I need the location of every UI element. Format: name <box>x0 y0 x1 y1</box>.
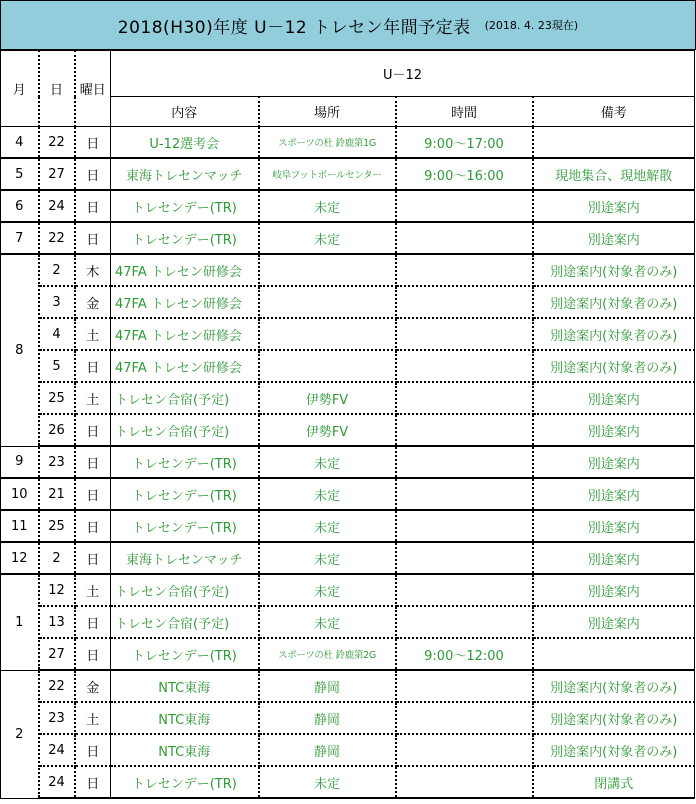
time-cell <box>396 702 533 734</box>
day-cell: 27 <box>39 638 75 670</box>
day-cell: 2 <box>39 254 75 286</box>
notes-cell: 別途案内(対象者のみ) <box>533 670 695 702</box>
header-month: 月 <box>1 51 39 127</box>
notes-cell: 別途案内(対象者のみ) <box>533 350 695 382</box>
place-cell: 伊勢FV <box>259 382 396 414</box>
header-day: 日 <box>39 51 75 127</box>
time-cell <box>396 478 533 510</box>
weekday-cell: 日 <box>75 478 111 510</box>
table-row <box>1 127 695 159</box>
content-cell: トレセン合宿(予定) <box>111 574 259 606</box>
content-cell: トレセンデー(TR) <box>111 638 259 670</box>
notes-cell: 別途案内 <box>533 446 695 478</box>
time-cell: 9:00～12:00 <box>396 638 533 670</box>
day-cell: 22 <box>39 670 75 702</box>
place-cell <box>259 254 396 286</box>
day-cell: 4 <box>39 318 75 350</box>
table-row <box>1 702 695 734</box>
weekday-cell: 日 <box>75 606 111 638</box>
content-cell: 47FA トレセン研修会 <box>111 318 259 350</box>
time-cell <box>396 350 533 382</box>
content-cell: トレセンデー(TR) <box>111 478 259 510</box>
place-cell: 未定 <box>259 222 396 254</box>
weekday-cell: 日 <box>75 222 111 254</box>
day-cell: 23 <box>39 702 75 734</box>
place-cell: 未定 <box>259 510 396 542</box>
time-cell <box>396 734 533 766</box>
place-cell: 未定 <box>259 606 396 638</box>
header-content: 内容 <box>111 97 259 127</box>
table-row <box>1 414 695 446</box>
place-cell <box>259 286 396 318</box>
day-cell: 5 <box>39 350 75 382</box>
content-cell: トレセンデー(TR) <box>111 446 259 478</box>
notes-cell: 閉講式 <box>533 766 695 798</box>
notes-cell <box>533 127 695 159</box>
content-cell: トレセンデー(TR) <box>111 766 259 798</box>
weekday-cell: 木 <box>75 254 111 286</box>
table-row <box>1 510 695 542</box>
time-cell <box>396 766 533 798</box>
schedule-title-bar <box>0 0 696 50</box>
time-cell <box>396 510 533 542</box>
time-cell <box>396 446 533 478</box>
notes-cell: 別途案内(対象者のみ) <box>533 286 695 318</box>
day-cell: 21 <box>39 478 75 510</box>
notes-cell: 別途案内 <box>533 574 695 606</box>
content-cell: NTC東海 <box>111 702 259 734</box>
content-cell: 47FA トレセン研修会 <box>111 286 259 318</box>
day-cell: 25 <box>39 382 75 414</box>
notes-cell: 別途案内 <box>533 382 695 414</box>
month-cell: 1 <box>1 574 39 670</box>
place-cell: 未定 <box>259 190 396 222</box>
place-cell: スポーツの杜 鈴鹿第2G <box>259 638 396 670</box>
place-cell: 静岡 <box>259 670 396 702</box>
day-cell: 25 <box>39 510 75 542</box>
header-notes: 備考 <box>533 97 695 127</box>
content-cell: NTC東海 <box>111 670 259 702</box>
content-cell: トレセン合宿(予定) <box>111 606 259 638</box>
table-row <box>1 574 695 606</box>
weekday-cell: 日 <box>75 350 111 382</box>
month-cell: 6 <box>1 190 39 222</box>
time-cell <box>396 382 533 414</box>
place-cell: 未定 <box>259 478 396 510</box>
month-cell: 10 <box>1 478 39 510</box>
place-cell: 岐阜フットボールセンター <box>259 158 396 190</box>
table-row <box>1 350 695 382</box>
weekday-cell: 金 <box>75 286 111 318</box>
table-row <box>1 158 695 190</box>
content-cell: 47FA トレセン研修会 <box>111 254 259 286</box>
weekday-cell: 土 <box>75 318 111 350</box>
time-cell: 9:00～16:00 <box>396 158 533 190</box>
table-row <box>1 190 695 222</box>
place-cell: 未定 <box>259 766 396 798</box>
content-cell: 東海トレセンマッチ <box>111 542 259 574</box>
content-cell: トレセン合宿(予定) <box>111 414 259 446</box>
month-cell: 7 <box>1 222 39 254</box>
header-place: 場所 <box>259 97 396 127</box>
as-of-date: (2018. 4. 23現在) <box>484 19 579 32</box>
weekday-cell: 日 <box>75 127 111 159</box>
day-cell: 27 <box>39 158 75 190</box>
time-cell <box>396 254 533 286</box>
day-cell: 22 <box>39 127 75 159</box>
notes-cell: 別途案内 <box>533 510 695 542</box>
place-cell <box>259 318 396 350</box>
time-cell <box>396 222 533 254</box>
notes-cell: 別途案内(対象者のみ) <box>533 318 695 350</box>
weekday-cell: 土 <box>75 574 111 606</box>
notes-cell: 別途案内 <box>533 606 695 638</box>
header-time: 時間 <box>396 97 533 127</box>
time-cell <box>396 670 533 702</box>
place-cell: 未定 <box>259 574 396 606</box>
time-cell <box>396 542 533 574</box>
notes-cell: 別途案内 <box>533 414 695 446</box>
day-cell: 22 <box>39 222 75 254</box>
content-cell: U-12選考会 <box>111 127 259 159</box>
notes-cell: 別途案内 <box>533 542 695 574</box>
place-cell: 静岡 <box>259 702 396 734</box>
weekday-cell: 土 <box>75 382 111 414</box>
content-cell: トレセン合宿(予定) <box>111 382 259 414</box>
table-row <box>1 478 695 510</box>
day-cell: 24 <box>39 190 75 222</box>
header-u12-group: U－12 <box>111 51 695 97</box>
day-cell: 3 <box>39 286 75 318</box>
table-row <box>1 318 695 350</box>
time-cell <box>396 190 533 222</box>
weekday-cell: 日 <box>75 510 111 542</box>
weekday-cell: 日 <box>75 158 111 190</box>
place-cell: 未定 <box>259 542 396 574</box>
place-cell <box>259 350 396 382</box>
weekday-cell: 日 <box>75 542 111 574</box>
time-cell <box>396 574 533 606</box>
weekday-cell: 日 <box>75 638 111 670</box>
month-cell: 5 <box>1 158 39 190</box>
table-row <box>1 766 695 798</box>
day-cell: 12 <box>39 574 75 606</box>
content-cell: 東海トレセンマッチ <box>111 158 259 190</box>
table-row <box>1 254 695 286</box>
table-row <box>1 734 695 766</box>
table-row <box>1 606 695 638</box>
month-cell: 9 <box>1 446 39 478</box>
day-cell: 23 <box>39 446 75 478</box>
weekday-cell: 日 <box>75 446 111 478</box>
schedule-body <box>1 127 695 799</box>
notes-cell: 別途案内(対象者のみ) <box>533 734 695 766</box>
notes-cell: 現地集合、現地解散 <box>533 158 695 190</box>
weekday-cell: 金 <box>75 670 111 702</box>
place-cell: スポーツの杜 鈴鹿第1G <box>259 127 396 159</box>
weekday-cell: 土 <box>75 702 111 734</box>
content-cell: トレセンデー(TR) <box>111 222 259 254</box>
notes-cell: 別途案内(対象者のみ) <box>533 702 695 734</box>
month-cell: 8 <box>1 254 39 446</box>
time-cell <box>396 414 533 446</box>
notes-cell: 別途案内(対象者のみ) <box>533 254 695 286</box>
day-cell: 24 <box>39 734 75 766</box>
table-row <box>1 670 695 702</box>
day-cell: 13 <box>39 606 75 638</box>
place-cell: 静岡 <box>259 734 396 766</box>
content-cell: 47FA トレセン研修会 <box>111 350 259 382</box>
content-cell: NTC東海 <box>111 734 259 766</box>
table-row <box>1 222 695 254</box>
weekday-cell: 日 <box>75 734 111 766</box>
table-row <box>1 638 695 670</box>
page-title: 2018(H30)年度 U－12 トレセン年間予定表 <box>117 17 471 38</box>
table-row <box>1 286 695 318</box>
time-cell <box>396 606 533 638</box>
place-cell: 未定 <box>259 446 396 478</box>
weekday-cell: 日 <box>75 766 111 798</box>
notes-cell <box>533 638 695 670</box>
time-cell: 9:00～17:00 <box>396 127 533 159</box>
day-cell: 24 <box>39 766 75 798</box>
day-cell: 26 <box>39 414 75 446</box>
weekday-cell: 日 <box>75 414 111 446</box>
table-row <box>1 542 695 574</box>
content-cell: トレセンデー(TR) <box>111 510 259 542</box>
time-cell <box>396 318 533 350</box>
month-cell: 11 <box>1 510 39 542</box>
table-row <box>1 382 695 414</box>
month-cell: 2 <box>1 670 39 798</box>
month-cell: 12 <box>1 542 39 574</box>
notes-cell: 別途案内 <box>533 478 695 510</box>
table-row <box>1 446 695 478</box>
notes-cell: 別途案内 <box>533 222 695 254</box>
schedule-table <box>0 50 695 799</box>
header-weekday: 曜日 <box>75 51 111 127</box>
month-cell: 4 <box>1 127 39 159</box>
day-cell: 2 <box>39 542 75 574</box>
place-cell: 伊勢FV <box>259 414 396 446</box>
content-cell: トレセンデー(TR) <box>111 190 259 222</box>
weekday-cell: 日 <box>75 190 111 222</box>
time-cell <box>396 286 533 318</box>
notes-cell: 別途案内 <box>533 190 695 222</box>
